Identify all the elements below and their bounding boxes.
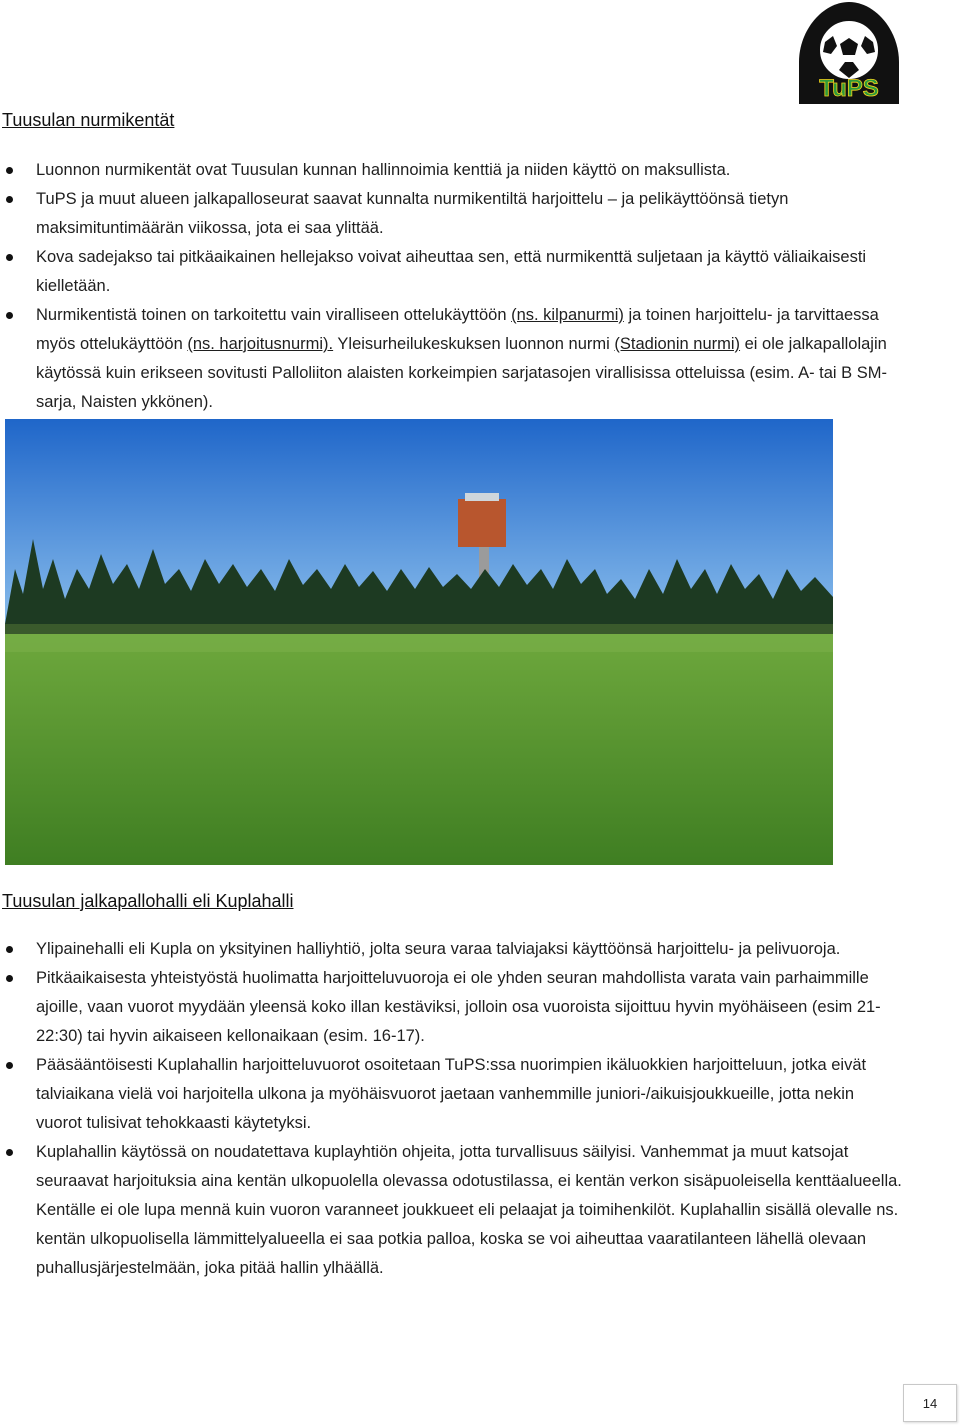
logo-text: TuPS <box>819 75 879 102</box>
list-item-text: Nurmikentistä toinen on tarkoitettu vain viralliseen ottelukäyttöön <box>36 306 512 324</box>
bullet-icon <box>6 946 13 953</box>
list-item-text: Yleisurheilukeskuksen luonnon nurmi <box>333 335 615 353</box>
list-item-text: ja toinen harjoittelu- ja tarvittaessa myös ottelukäyttöön <box>36 306 879 353</box>
list-item <box>0 156 902 185</box>
grass-field <box>5 634 833 865</box>
stadionin-nurmi-term: (Stadionin nurmi) <box>614 335 741 353</box>
bullet-icon <box>6 196 13 203</box>
bullet-icon <box>6 312 13 319</box>
nurmikentat-list <box>0 156 902 417</box>
list-item-text: TuPS ja muut alueen jalkapalloseurat saavat kunnalta nurmikentiltä harjoittelu – ja pelikäyttöönsä tietyn maksimituntimäärän viikossa, jota ei saa ylittää. <box>36 190 789 237</box>
section-heading-kuplahalli: Tuusulan jalkapallohalli eli Kuplahalli <box>2 891 294 911</box>
list-item-text: Pitkäaikaisesta yhteistyöstä huolimatta harjoitteluvuoroja ei ole yhden seuran mahdollista varata vain parhaimmille ajoille, vaan vuorot myydään yleensä koko illan kestäviksi, jolloin osa vuoroista sijoittuu hyvin myöhäiseen (esim 21-22:30) tai hyvin aikaiseen kellonaikaan (esim. 16-17). <box>36 969 881 1045</box>
list-item-text: ei ole jalkapallolajin käytössä kuin erikseen sovitusti Palloliiton alaisten korkeimpien sarjatasojen virallisissa otteluissa (esim. A- tai B SM-sarja, Naisten ykkönen). <box>36 335 888 411</box>
list-item-text: Kuplahallin käytössä on noudatettava kuplayhtiön ohjeita, jotta turvallisuus säilyisi. Vanhemmat ja muut katsojat seuraavat harjoituksia aina kentän ulkopuolella olevassa odotustilassa, ei kentän verkon sisäpuoleisella kenttäalueella. Kentälle ei ole lupa mennä kuin vuoron varanneet joukkueet eli pelaajat ja toimihenkilöt. Kuplahallin sisällä olevalle ns. kentän ulkopuolisella lämmittelyalueella ei saa potkia palloa, koska se voi aiheuttaa vaaratilanteen lähellä olevaan puhallusjärjestelmään, joka pitää hallin ylhäällä. <box>36 1143 902 1277</box>
bullet-icon <box>6 167 13 174</box>
list-item-text: Pääsääntöisesti Kuplahallin harjoitteluvuorot osoitetaan TuPS:ssa nuorimpien ikäluokkien harjoitteluun, jotka eivät talviaikana vielä voi harjoitella ulkona ja myöhäisvuorot jaetaan vanhemmille juniori-/aikuisjoukkueille, jotta nekin vuorot tulisivat tehokkaasti käytetyksi. <box>36 1056 867 1132</box>
list-item <box>0 185 902 243</box>
list-item <box>0 935 902 964</box>
tups-logo <box>795 0 903 108</box>
list-item-text: Kova sadejakso tai pitkäaikainen hellejakso voivat aiheuttaa sen, että nurmikenttä suljetaan ja käyttö väliaikaisesti kielletään. <box>36 248 867 295</box>
page-number: 14 <box>903 1384 957 1422</box>
list-item <box>0 964 902 1051</box>
harjoitusnurmi-term: (ns. harjoitusnurmi). <box>187 335 334 353</box>
section-heading-nurmikentat: Tuusulan nurmikentät <box>2 110 175 130</box>
list-item <box>0 1051 902 1138</box>
list-item <box>0 243 902 301</box>
list-item <box>0 301 902 417</box>
list-item-text: Ylipainehalli eli Kupla on yksityinen halliyhtiö, jolta seura varaa talviajaksi käyttöönsä harjoittelu- ja pelivuoroja. <box>36 940 841 958</box>
bullet-icon <box>6 1062 13 1069</box>
kuplahalli-list <box>0 935 902 1283</box>
bullet-icon <box>6 1149 13 1156</box>
field-photo <box>5 419 833 865</box>
bullet-icon <box>6 254 13 261</box>
bullet-icon <box>6 975 13 982</box>
list-item-text: Luonnon nurmikentät ovat Tuusulan kunnan hallinnoimia kenttiä ja niiden käyttö on maksullista. <box>36 161 731 179</box>
list-item <box>0 1138 902 1283</box>
kilpanurmi-term: (ns. kilpanurmi) <box>511 306 624 324</box>
